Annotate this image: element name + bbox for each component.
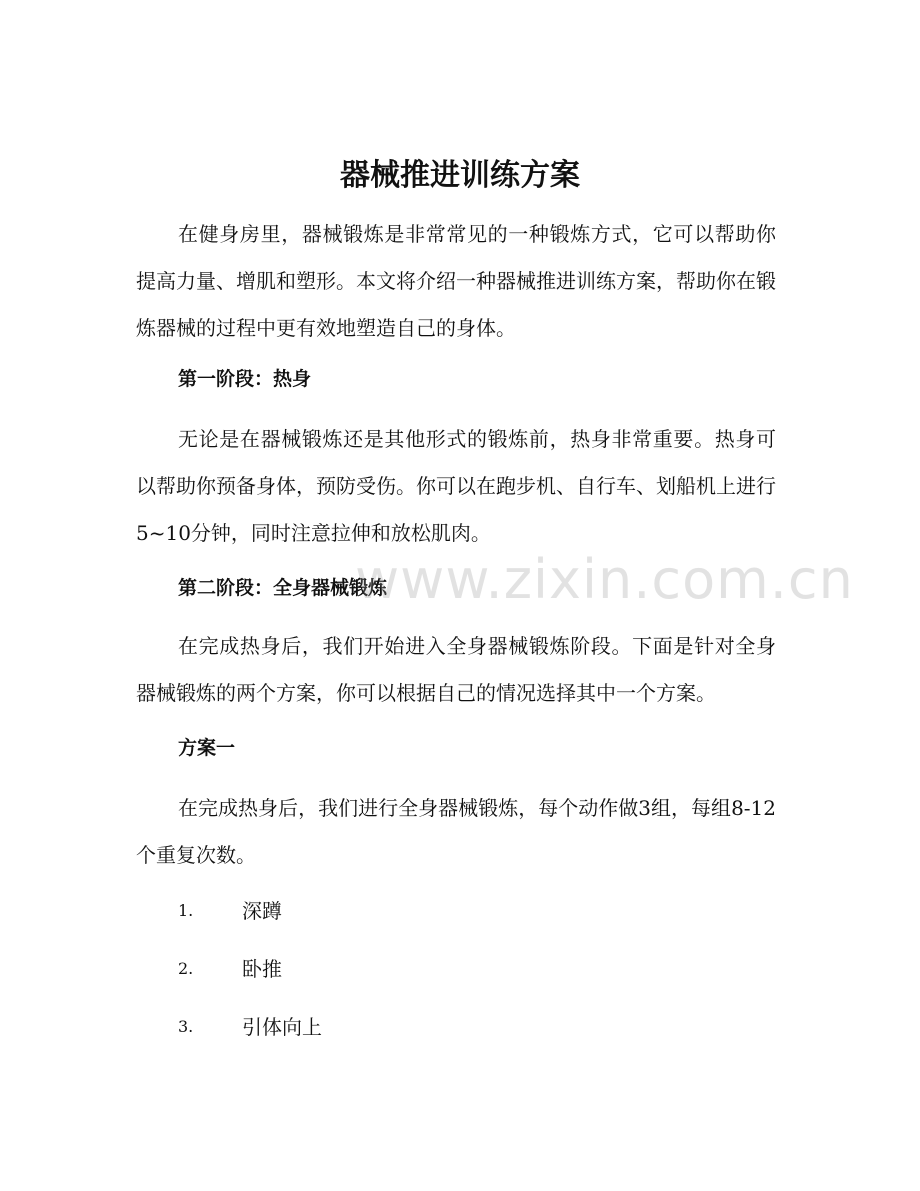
list-item-number: 3.	[178, 1017, 194, 1036]
document-title: 器械推进训练方案	[340, 158, 580, 193]
section2-paragraph: 在完成热身后，我们开始进入全身器械锻炼阶段。下面是针对全身器械锻炼的两个方案，你可以根据自己的情况选择其中一个方案。	[136, 634, 776, 705]
intro-paragraph: 在健身房里，器械锻炼是非常常见的一种锻炼方式，它可以帮助你提高力量、增肌和塑形。本文将介绍一种器械推进训练方案，帮助你在锻炼器械的过程中更有效地塑造自己的身体。	[136, 222, 776, 340]
list-item	[178, 896, 678, 926]
section2-heading: 第二阶段：全身器械锻炼	[178, 577, 388, 599]
list-item-text: 深蹲	[242, 899, 282, 923]
list-item	[178, 1012, 678, 1042]
list-item-number: 2.	[178, 959, 194, 978]
list-item-number: 1.	[178, 901, 194, 920]
list-item-text: 卧推	[242, 957, 282, 981]
plan1-heading: 方案一	[178, 737, 236, 759]
section1-heading: 第一阶段：热身	[178, 368, 312, 390]
list-item-text: 引体向上	[242, 1015, 322, 1039]
list-item	[178, 954, 678, 984]
plan1-paragraph: 在完成热身后，我们进行全身器械锻炼，每个动作做3组，每组8-12个重复次数。	[136, 796, 776, 867]
watermark: www.zixin.com.cn	[355, 548, 854, 611]
section1-paragraph: 无论是在器械锻炼还是其他形式的锻炼前，热身非常重要。热身可以帮助你预备身体，预防受伤。你可以在跑步机、自行车、划船机上进行5~10分钟，同时注意拉伸和放松肌肉。	[136, 427, 776, 545]
